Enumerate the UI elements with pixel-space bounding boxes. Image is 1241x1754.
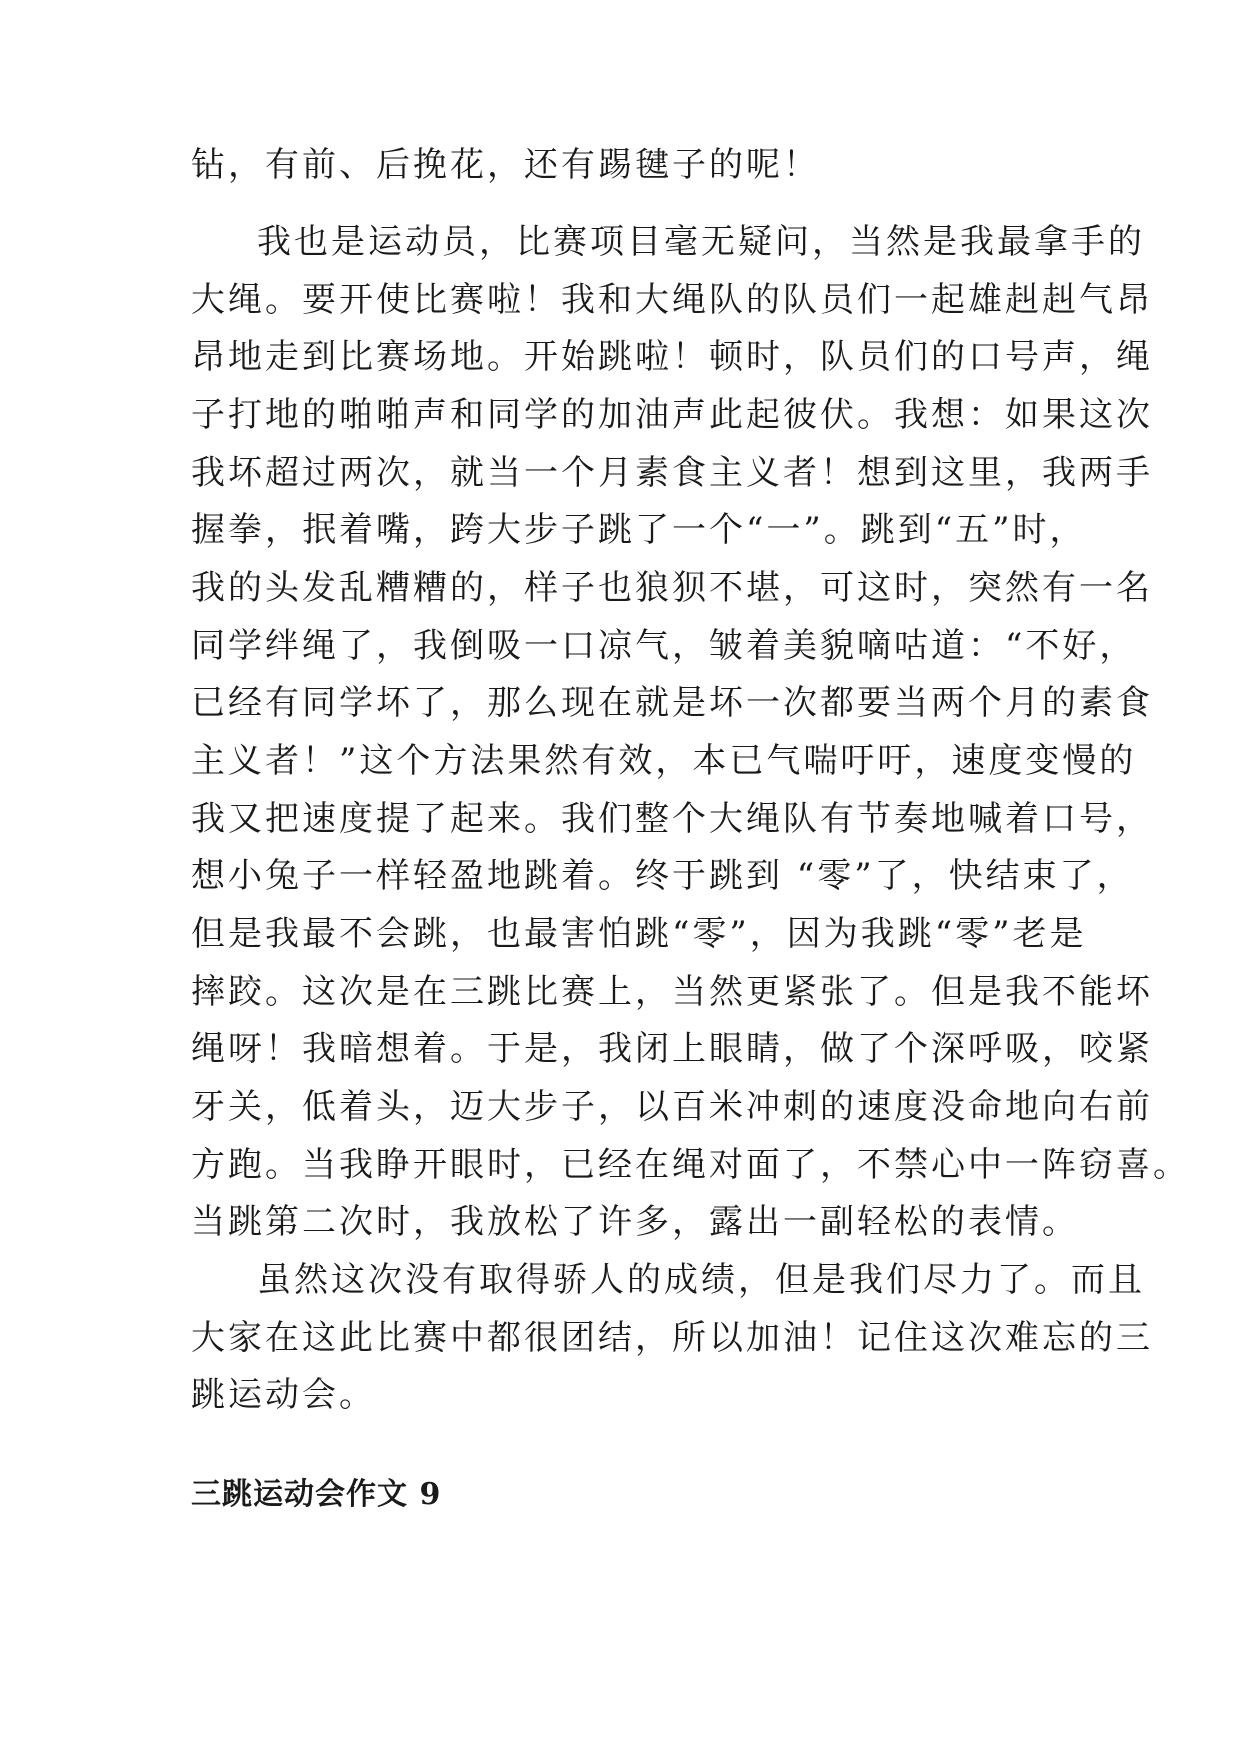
- text-line: 我的头发乱糟糟的，样子也狼狈不堪，可这时，突然有一名: [191, 568, 1153, 608]
- text-line: 已经有同学坏了，那么现在就是坏一次都要当两个月的素食: [191, 683, 1153, 723]
- text-line: 同学绊绳了，我倒吸一口凉气，皱着美貌嘀咕道：“不好，: [191, 626, 1137, 666]
- text-line: 我又把速度提了起来。我们整个大绳队有节奏地喊着口号，: [191, 799, 1153, 839]
- text-line: 想小兔子一样轻盈地跳着。终于跳到 “零”了，快结束了，: [191, 856, 1134, 896]
- section-heading: 三跳运动会作文 9: [191, 1477, 442, 1512]
- text-line: 主义者！”这个方法果然有效，本已气喘吁吁，速度变慢的: [191, 741, 1137, 781]
- text-line: 方跑。当我睁开眼时，已经在绳对面了，不禁心中一阵窃喜。: [191, 1145, 1190, 1185]
- text-line: 牙关，低着头，迈大步子，以百米冲刺的速度没命地向右前: [191, 1087, 1153, 1127]
- text-line: 当跳第二次时，我放松了许多，露出一副轻松的表情。: [191, 1202, 1079, 1242]
- text-line: 握拳，抿着嘴，跨大步子跳了一个“一”。跳到“五”时，: [191, 510, 1087, 550]
- paragraph-start-line: 虽然这次没有取得骄人的成绩，但是我们尽力了。而且: [257, 1260, 1145, 1300]
- text-line: 摔跤。这次是在三跳比赛上，当然更紧张了。但是我不能坏: [191, 972, 1153, 1012]
- text-line: 子打地的啪啪声和同学的加油声此起彼伏。我想：如果这次: [191, 395, 1153, 435]
- text-line: 绳呀！我暗想着。于是，我闭上眼睛，做了个深呼吸，咬紧: [191, 1029, 1153, 1069]
- paragraph-start-line: 我也是运动员，比赛项目毫无疑问，当然是我最拿手的: [257, 222, 1145, 262]
- text-line: 钻，有前、后挽花，还有踢毽子的呢！: [191, 145, 820, 185]
- text-line: 但是我最不会跳，也最害怕跳“零”，因为我跳“零”老是: [191, 914, 1087, 954]
- text-line: 跳运动会。: [191, 1375, 376, 1415]
- text-line: 我坏超过两次，就当一个月素食主义者！想到这里，我两手: [191, 453, 1153, 493]
- text-line: 昂地走到比赛场地。开始跳啦！顿时，队员们的口号声，绳: [191, 337, 1153, 377]
- text-line: 大绳。要开使比赛啦！我和大绳队的队员们一起雄赳赳气昂: [191, 280, 1153, 320]
- text-line: 大家在这此比赛中都很团结，所以加油！记住这次难忘的三: [191, 1318, 1153, 1358]
